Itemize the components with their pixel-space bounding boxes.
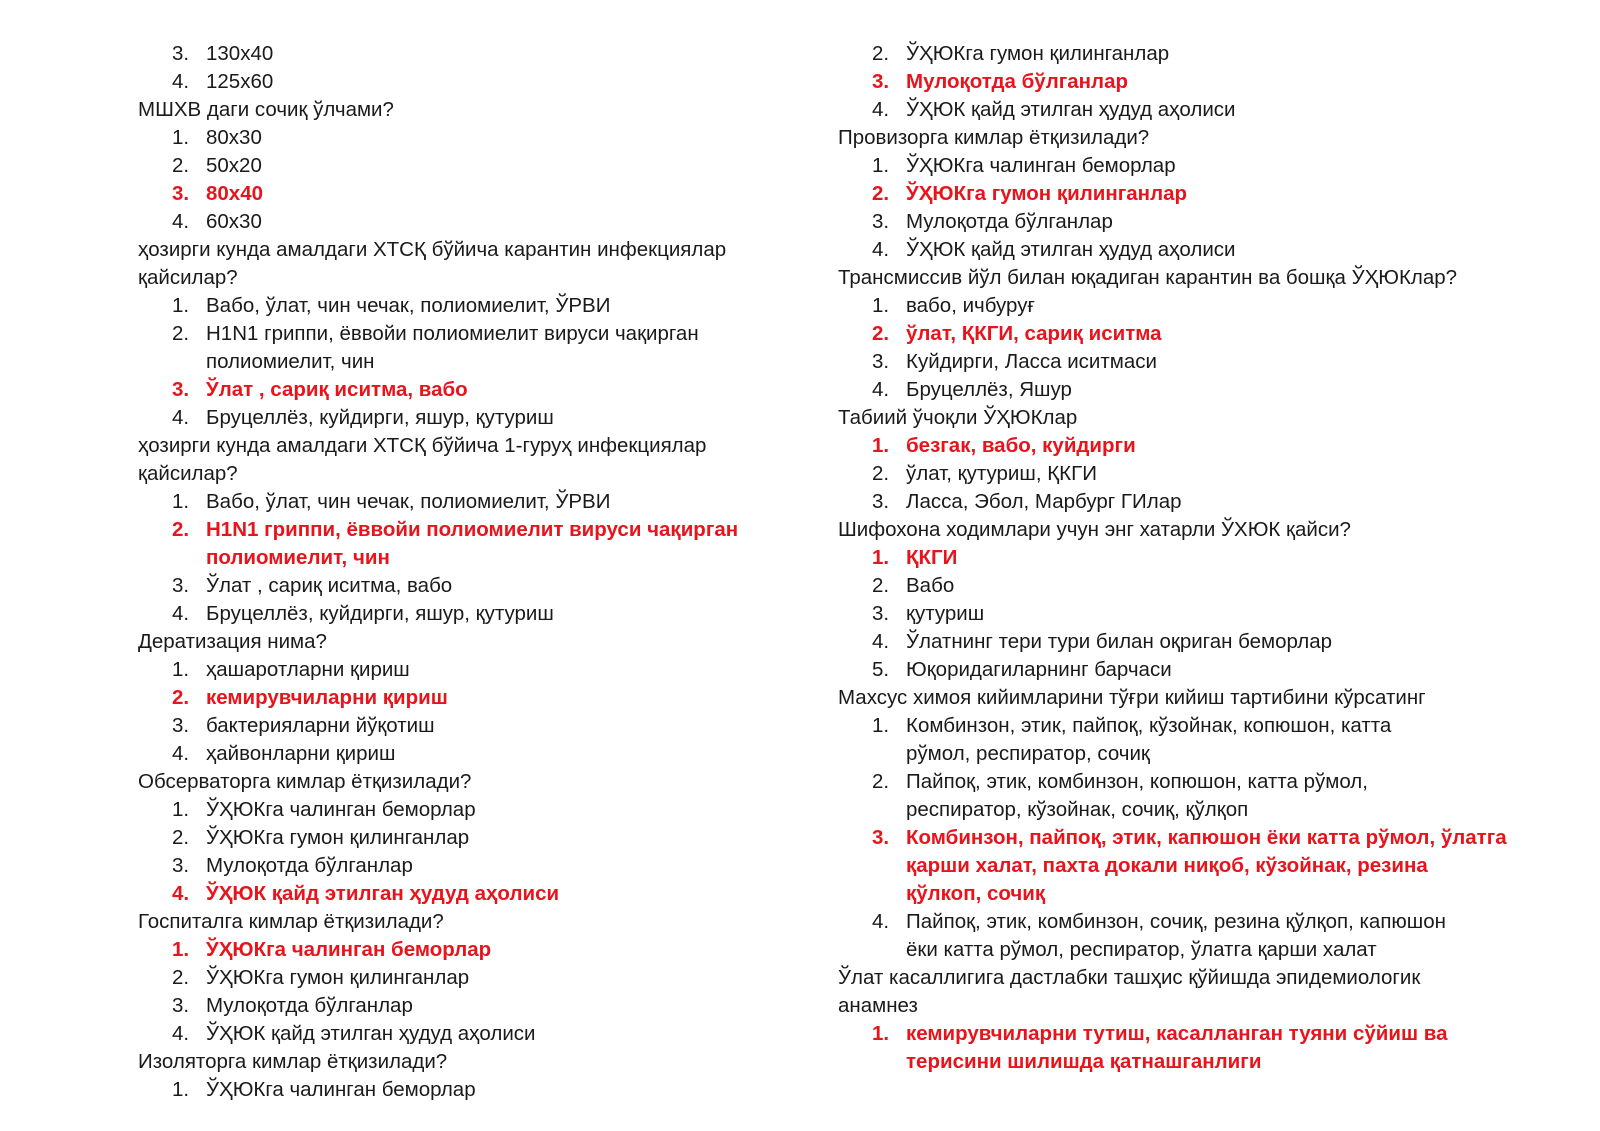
option-number: 3. — [872, 210, 890, 233]
answer-option-correct — [838, 432, 1478, 460]
option-number: 3. — [872, 826, 890, 849]
question-text: қайсилар? — [138, 266, 238, 289]
answer-option-correct — [138, 516, 778, 544]
option-number: 3. — [172, 714, 190, 737]
left-column — [138, 40, 778, 1104]
option-number: 1. — [172, 490, 190, 513]
answer-option — [838, 292, 1478, 320]
answer-option-correct — [838, 180, 1478, 208]
option-text: Ўлат , сариқ иситма, вабо — [206, 574, 453, 597]
option-number: 1. — [872, 546, 890, 569]
option-text: Пайпоқ, этик, комбинзон, копюшон, катта рўмол, — [906, 770, 1368, 793]
option-number: 3. — [872, 602, 890, 625]
option-text: ҚКГИ — [906, 546, 958, 569]
option-number: 1. — [172, 1078, 190, 1101]
option-number: 4. — [172, 70, 190, 93]
option-number: 1. — [872, 1022, 890, 1045]
answer-option — [138, 824, 778, 852]
option-number: 4. — [872, 238, 890, 261]
answer-option — [838, 712, 1478, 740]
option-number: 4. — [172, 1022, 190, 1045]
answer-option — [138, 152, 778, 180]
question-text: ҳозирги кунда амалдаги ХТСҚ бўйича карантин инфекциялар — [138, 238, 727, 261]
question-text: Провизорга кимлар ётқизилади? — [838, 126, 1150, 149]
question-text: Шифохона ходимлари учун энг хатарли ЎХЮК қайси? — [838, 518, 1351, 541]
option-number: 1. — [172, 938, 190, 961]
answer-option — [138, 740, 778, 768]
option-number: 1. — [172, 126, 190, 149]
option-number: 1. — [872, 154, 890, 177]
option-continuation: респиратор, кўзойнак, сочиқ, қўлқоп — [906, 798, 1249, 821]
option-number: 3. — [172, 994, 190, 1017]
option-text: ЎҲЮКга гумон қилинганлар — [906, 182, 1188, 205]
answer-option-correct — [838, 824, 1507, 852]
option-text: Ласса, Эбол, Марбург ГИлар — [906, 490, 1182, 513]
question-text: Изоляторга кимлар ётқизилади? — [138, 1050, 448, 1073]
question-text: Обсерваторга кимлар ётқизилади? — [138, 770, 472, 793]
answer-option-correct — [138, 936, 778, 964]
answer-option — [138, 320, 778, 348]
option-number: 4. — [172, 406, 190, 429]
question-text: МШХВ даги сочиқ ўлчами? — [138, 98, 394, 121]
option-text: 80x40 — [206, 182, 264, 205]
option-number: 4. — [172, 742, 190, 765]
question-text: қайсилар? — [138, 462, 238, 485]
answer-option-correct — [838, 1020, 1478, 1048]
option-number: 3. — [172, 182, 190, 205]
question-text: Ўлат касаллигига дастлабки ташҳис қўйишда эпидемиологик — [838, 966, 1421, 989]
answer-option — [838, 600, 1478, 628]
answer-option — [138, 600, 778, 628]
answer-option — [138, 124, 778, 152]
option-text: Мулоқотда бўлганлар — [906, 70, 1128, 93]
answer-option — [838, 348, 1478, 376]
option-number: 1. — [172, 294, 190, 317]
answer-option — [138, 796, 778, 824]
option-number: 1. — [172, 798, 190, 821]
option-text: ЎҲЮКга гумон қилинганлар — [206, 826, 470, 849]
option-text: ЎҲЮК қайд этилган ҳудуд аҳолиси — [906, 238, 1236, 261]
option-continuation: қарши халат, пахта докали ниқоб, кўзойнак, резина — [906, 854, 1428, 877]
option-text: Вабо — [906, 574, 955, 597]
option-text: Мулоқотда бўлганлар — [906, 210, 1113, 233]
question-text: Трансмиссив йўл билан юқадиган карантин ва бошқа ЎҲЮКлар? — [838, 266, 1458, 289]
option-text: ЎҲЮКга чалинган беморлар — [206, 938, 492, 961]
option-number: 4. — [872, 910, 890, 933]
option-text: Комбинзон, пайпоқ, этик, капюшон ёки катта рўмол, ўлатга — [906, 826, 1507, 849]
answer-option — [138, 404, 778, 432]
answer-option — [838, 488, 1478, 516]
question-text: анамнез — [838, 994, 918, 1017]
right-column — [838, 40, 1507, 1076]
option-text: ЎҲЮКга гумон қилинганлар — [206, 966, 470, 989]
option-text: Комбинзон, этик, пайпоқ, кўзойнак, копюшон, катта — [906, 714, 1392, 737]
option-number: 4. — [172, 210, 190, 233]
option-text: ўлат, ҚКГИ, сариқ иситма — [906, 322, 1162, 345]
answer-option-correct — [838, 68, 1478, 96]
answer-option — [138, 1076, 778, 1104]
answer-option — [838, 572, 1478, 600]
option-text: кемирувчиларни қириш — [206, 686, 448, 709]
option-text: H1N1 гриппи, ёввойи полиомиелит вируси чақирган — [206, 322, 699, 345]
option-number: 2. — [872, 42, 890, 65]
option-number: 2. — [872, 182, 890, 205]
answer-option — [138, 208, 778, 236]
answer-option — [838, 376, 1478, 404]
answer-option — [838, 152, 1478, 180]
option-continuation: рўмол, респиратор, сочиқ — [906, 742, 1150, 765]
answer-option-correct — [838, 544, 1478, 572]
option-text: ҳайвонларни қириш — [206, 742, 396, 765]
answer-option — [838, 908, 1478, 936]
option-text: Пайпоқ, этик, комбинзон, сочиқ, резина қўлқоп, капюшон — [906, 910, 1446, 933]
option-number: 2. — [872, 574, 890, 597]
question-text: Дератизация нима? — [138, 630, 327, 653]
answer-option — [838, 40, 1478, 68]
option-text: Мулоқотда бўлганлар — [206, 994, 413, 1017]
question-text: Махсус химоя кийимларини тўғри кийиш тартибини кўрсатинг — [838, 686, 1426, 709]
option-number: 1. — [872, 714, 890, 737]
answer-option — [138, 1020, 778, 1048]
option-number: 3. — [872, 490, 890, 513]
option-text: ҳашаротларни қириш — [206, 658, 410, 681]
option-text: вабо, ичбуруғ — [906, 294, 1035, 317]
option-number: 3. — [172, 854, 190, 877]
answer-option-correct — [138, 180, 778, 208]
answer-option — [138, 852, 778, 880]
option-number: 1. — [872, 434, 890, 457]
option-text: Ўлат , сариқ иситма, вабо — [206, 378, 468, 401]
option-number: 4. — [872, 378, 890, 401]
question-text: ҳозирги кунда амалдаги ХТСҚ бўйича 1-гуруҳ инфекциялар — [138, 434, 707, 457]
question-text: Госпиталга кимлар ётқизилади? — [138, 910, 444, 933]
option-number: 3. — [172, 42, 190, 65]
option-number: 3. — [172, 574, 190, 597]
option-number: 3. — [172, 378, 190, 401]
answer-option — [838, 460, 1478, 488]
option-number: 2. — [172, 154, 190, 177]
answer-option — [138, 292, 778, 320]
answer-option-correct — [138, 880, 778, 908]
option-number: 2. — [172, 826, 190, 849]
option-text: 80x30 — [206, 126, 262, 149]
option-text: Вабо, ўлат, чин чечак, полиомиелит, ЎРВИ — [206, 490, 611, 513]
option-text: ЎҲЮКга чалинган беморлар — [206, 798, 476, 821]
answer-option — [138, 712, 778, 740]
option-number: 4. — [172, 602, 190, 625]
option-text: Юқоридагиларнинг барчаси — [906, 658, 1172, 681]
question-text: Табиий ўчоқли ЎҲЮКлар — [838, 406, 1078, 429]
option-continuation: терисини шилишда қатнашганлиги — [906, 1050, 1262, 1073]
option-text: кемирувчиларни тутиш, касалланган туяни сўйиш ва — [906, 1022, 1448, 1045]
option-continuation: ёки катта рўмол, респиратор, ўлатга қарши халат — [906, 938, 1377, 961]
option-continuation: полиомиелит, чин — [206, 350, 375, 373]
option-number: 2. — [872, 770, 890, 793]
answer-option — [838, 628, 1478, 656]
option-text: 50x20 — [206, 154, 262, 177]
answer-option — [138, 964, 778, 992]
option-number: 3. — [872, 70, 890, 93]
option-text: ЎҲЮКга гумон қилинганлар — [906, 42, 1170, 65]
option-text: безгак, вабо, куйдирги — [906, 434, 1136, 457]
option-text: Бруцеллёз, куйдирги, яшур, қутуриш — [206, 406, 554, 429]
answer-option — [838, 236, 1478, 264]
answer-option — [838, 208, 1478, 236]
answer-option-correct — [138, 376, 778, 404]
option-number: 1. — [172, 658, 190, 681]
option-number: 3. — [872, 350, 890, 373]
option-text: бактерияларни йўқотиш — [206, 714, 435, 737]
option-text: 125x60 — [206, 70, 274, 93]
option-text: қутуриш — [906, 602, 985, 625]
option-text: Ўлатнинг тери тури билан оқриган беморлар — [906, 630, 1332, 653]
option-text: H1N1 гриппи, ёввойи полиомиелит вируси чақирган — [206, 518, 739, 541]
option-text: 130x40 — [206, 42, 274, 65]
option-number: 2. — [872, 322, 890, 345]
option-text: Бруцеллёз, Яшур — [906, 378, 1072, 401]
answer-option — [138, 572, 778, 600]
option-text: ЎҲЮКга чалинган беморлар — [906, 154, 1176, 177]
answer-option — [138, 992, 778, 1020]
answer-option — [838, 768, 1478, 796]
answer-option-correct — [838, 320, 1478, 348]
option-text: Мулоқотда бўлганлар — [206, 854, 413, 877]
option-text: Куйдирги, Ласса иситмаси — [906, 350, 1157, 373]
option-text: ўлат, қутуриш, ҚКГИ — [906, 462, 1097, 485]
option-number: 2. — [172, 518, 190, 541]
option-text: ЎҲЮК қайд этилган ҳудуд аҳолиси — [906, 98, 1236, 121]
option-text: ЎҲЮК қайд этилган ҳудуд аҳолиси — [206, 1022, 536, 1045]
option-number: 2. — [172, 686, 190, 709]
option-number: 1. — [872, 294, 890, 317]
answer-option — [138, 68, 778, 96]
answer-option — [838, 96, 1478, 124]
option-number: 5. — [872, 658, 890, 681]
option-number: 4. — [172, 882, 190, 905]
answer-option — [138, 656, 778, 684]
option-number: 4. — [872, 630, 890, 653]
option-text: Вабо, ўлат, чин чечак, полиомиелит, ЎРВИ — [206, 294, 611, 317]
option-continuation: полиомиелит, чин — [206, 546, 390, 569]
answer-option — [838, 656, 1478, 684]
option-number: 2. — [172, 966, 190, 989]
answer-option — [138, 40, 778, 68]
option-text: 60x30 — [206, 210, 262, 233]
option-text: Бруцеллёз, куйдирги, яшур, қутуриш — [206, 602, 554, 625]
option-continuation: қўлкоп, сочиқ — [906, 882, 1046, 905]
option-text: ЎҲЮКга чалинган беморлар — [206, 1078, 476, 1101]
option-text: ЎҲЮК қайд этилган ҳудуд аҳолиси — [206, 882, 560, 905]
option-number: 2. — [172, 322, 190, 345]
answer-option — [138, 488, 778, 516]
option-number: 4. — [872, 98, 890, 121]
option-number: 2. — [872, 462, 890, 485]
answer-option-correct — [138, 684, 778, 712]
